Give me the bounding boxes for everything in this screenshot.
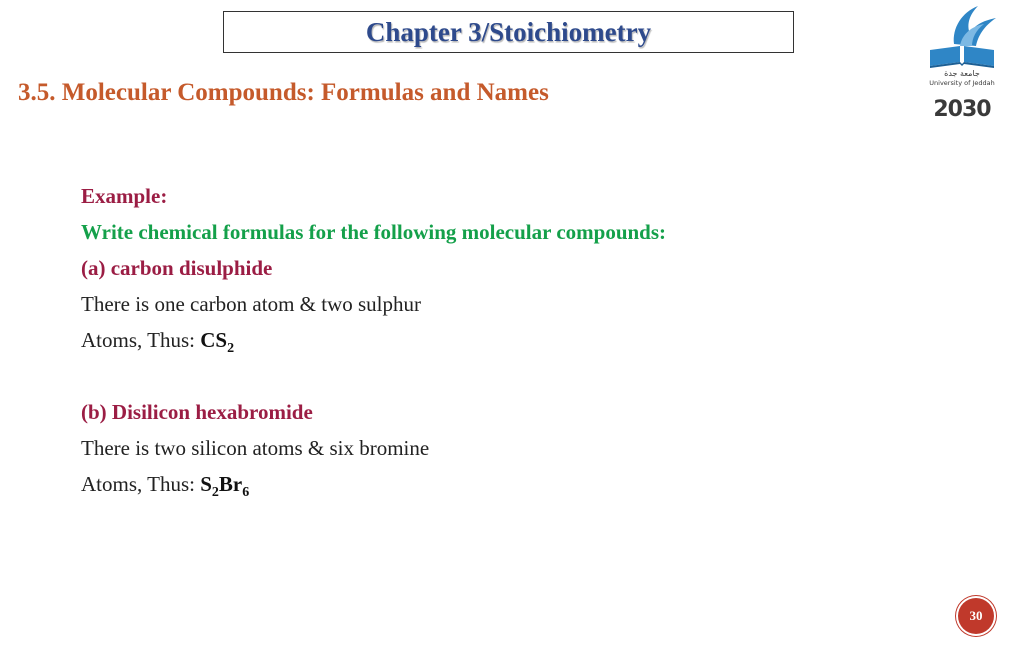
page-number-badge: 30 xyxy=(958,598,994,634)
section-heading: 3.5. Molecular Compounds: Formulas and Names xyxy=(18,79,549,106)
logo-wave-icon xyxy=(954,6,996,46)
formula-cs2: $CS_2$ xyxy=(200,328,235,356)
part-b-line1: There is two silicon atoms & six bromine xyxy=(81,436,430,460)
part-b-line2 xyxy=(81,472,249,501)
logo-vision-text: 2030 xyxy=(933,97,991,122)
university-logo xyxy=(926,0,998,124)
example-label: Example: xyxy=(81,184,168,208)
part-a-line1: There is one carbon atom & two sulphur xyxy=(81,292,421,316)
chapter-title-box xyxy=(223,11,794,53)
chapter-title: Chapter 3/Stoichiometry xyxy=(365,16,652,47)
part-a-prefix: Atoms, Thus: xyxy=(81,328,201,352)
part-b-prefix: Atoms, Thus: xyxy=(81,472,201,496)
formula-s2br6: $S_2Br_6$ xyxy=(200,472,250,500)
part-a-title: (a) carbon disulphide xyxy=(81,256,273,280)
logo-arabic-text: جامعة جدة xyxy=(944,69,980,78)
part-a-line2 xyxy=(81,328,234,357)
logo-english-text: University of Jeddah xyxy=(929,79,995,87)
part-b-title: (b) Disilicon hexabromide xyxy=(81,400,313,424)
example-instruction: Write chemical formulas for the following molecular compounds: xyxy=(81,220,667,244)
